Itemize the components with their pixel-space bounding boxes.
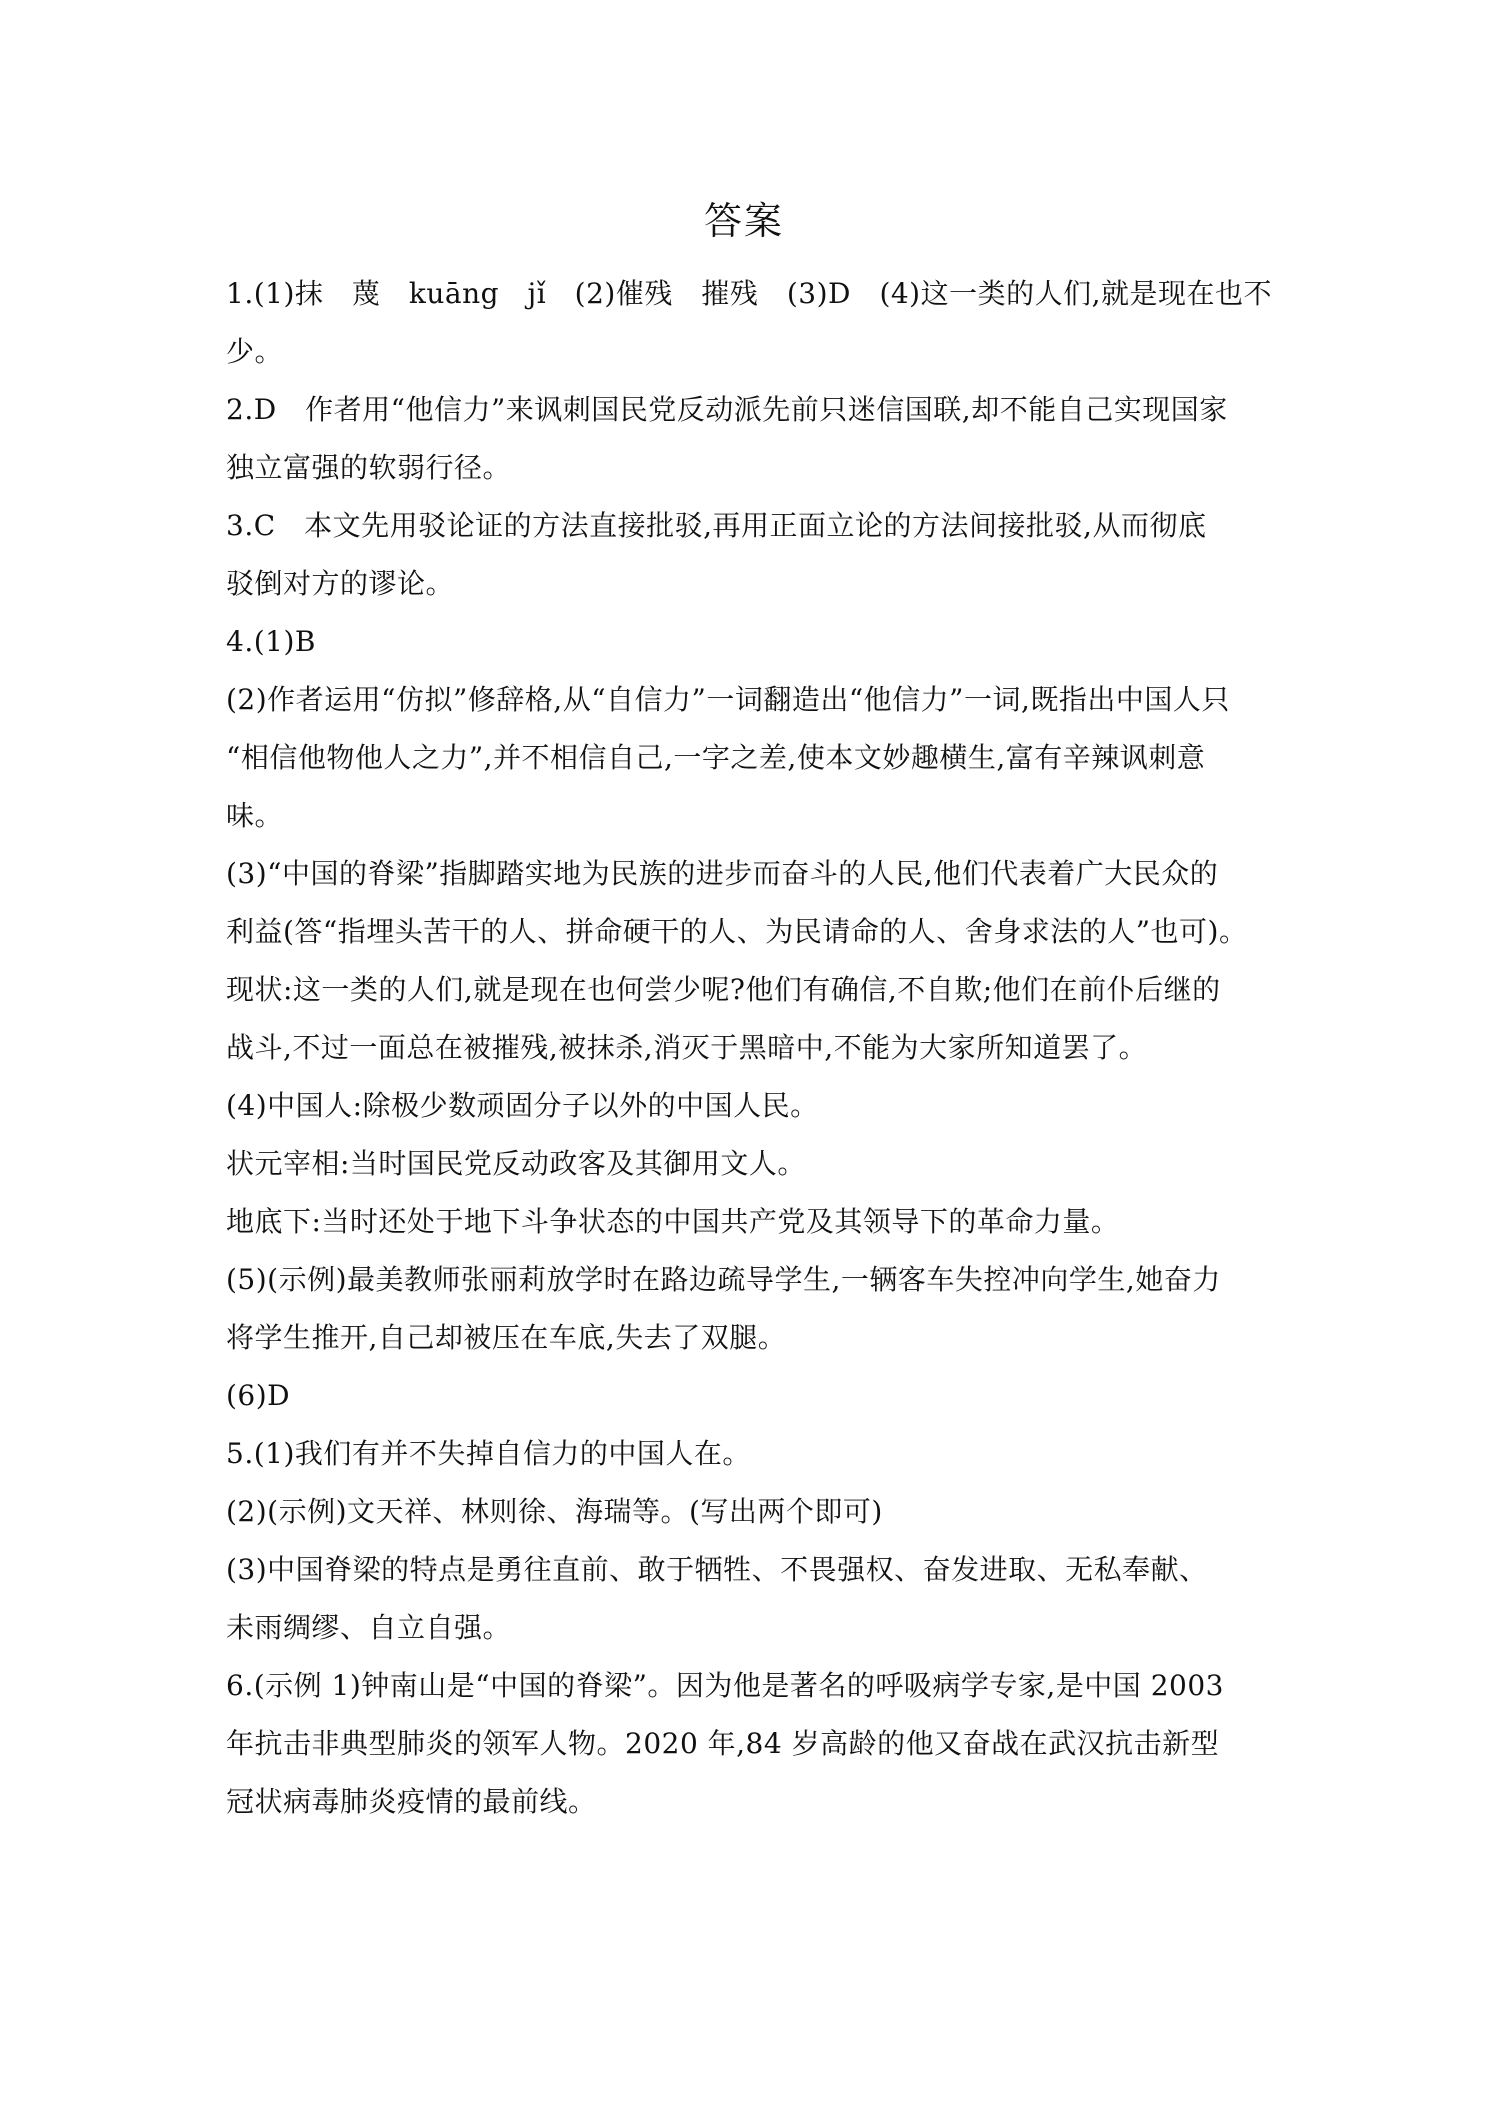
answer-line: 驳倒对方的谬论。 — [226, 567, 455, 600]
answer-line: “相信他物他人之力”,并不相信自己,一字之差,使本文妙趣横生,富有辛辣讽刺意 — [226, 741, 1206, 774]
answer-line: 独立富强的软弱行径。 — [226, 451, 512, 484]
answer-line: 现状:这一类的人们,就是现在也何尝少呢?他们有确信,不自欺;他们在前仆后继的 — [226, 973, 1221, 1006]
answer-line: 4.(1)B — [226, 625, 316, 658]
answer-line: 3.C 本文先用驳论证的方法直接批驳,再用正面立论的方法间接批驳,从而彻底 — [226, 509, 1207, 542]
answer-line: 2.D 作者用“他信力”来讽刺国民党反动派先前只迷信国联,却不能自己实现国家 — [226, 393, 1228, 426]
answer-list — [226, 265, 1286, 1831]
answer-line: (2)作者运用“仿拟”修辞格,从“自信力”一词翻造出“他信力”一词,既指出中国人只 — [226, 683, 1230, 716]
page-title: 答案 — [703, 199, 784, 243]
answer-line: 冠状病毒肺炎疫情的最前线。 — [226, 1785, 597, 1818]
answer-line: 将学生推开,自己却被压在车底,失去了双腿。 — [226, 1321, 787, 1354]
answer-line: 1.(1)抹 蔑 kuāng jǐ (2)催残 摧残 (3)D (4)这一类的人们,就是现在也不 — [226, 277, 1273, 310]
answer-line: (4)中国人:除极少数顽固分子以外的中国人民。 — [226, 1089, 819, 1122]
answer-line: 味。 — [226, 799, 284, 832]
answer-line: 战斗,不过一面总在被摧残,被抹杀,消灭于黑暗中,不能为大家所知道罢了。 — [226, 1031, 1148, 1064]
answer-line: 年抗击非典型肺炎的领军人物。2020 年,84 岁高龄的他又奋战在武汉抗击新型 — [226, 1727, 1220, 1760]
answer-line: (3)“中国的脊梁”指脚踏实地为民族的进步而奋斗的人民,他们代表着广大民众的 — [226, 857, 1219, 890]
answer-line: (5)(示例)最美教师张丽莉放学时在路边疏导学生,一辆客车失控冲向学生,她奋力 — [226, 1263, 1221, 1296]
answer-line: 6.(示例 1)钟南山是“中国的脊梁”。因为他是著名的呼吸病学专家,是中国 2003 — [226, 1669, 1224, 1702]
answer-line: 利益(答“指埋头苦干的人、拼命硬干的人、为民请命的人、舍身求法的人”也可)。 — [226, 915, 1248, 948]
answer-line: 状元宰相:当时国民党反动政客及其御用文人。 — [226, 1147, 806, 1180]
answer-line: 地底下:当时还处于地下斗争状态的中国共产党及其领导下的革命力量。 — [226, 1205, 1120, 1238]
answer-line: 未雨绸缪、自立自强。 — [226, 1611, 512, 1644]
answer-line: (6)D — [226, 1379, 291, 1412]
answer-line: (2)(示例)文天祥、林则徐、海瑞等。(写出两个即可) — [226, 1495, 883, 1528]
answer-line: 少。 — [226, 335, 284, 368]
answer-line: (3)中国脊梁的特点是勇往直前、敢于牺牲、不畏强权、奋发进取、无私奉献、 — [226, 1553, 1208, 1586]
answer-line: 5.(1)我们有并不失掉自信力的中国人在。 — [226, 1437, 751, 1470]
